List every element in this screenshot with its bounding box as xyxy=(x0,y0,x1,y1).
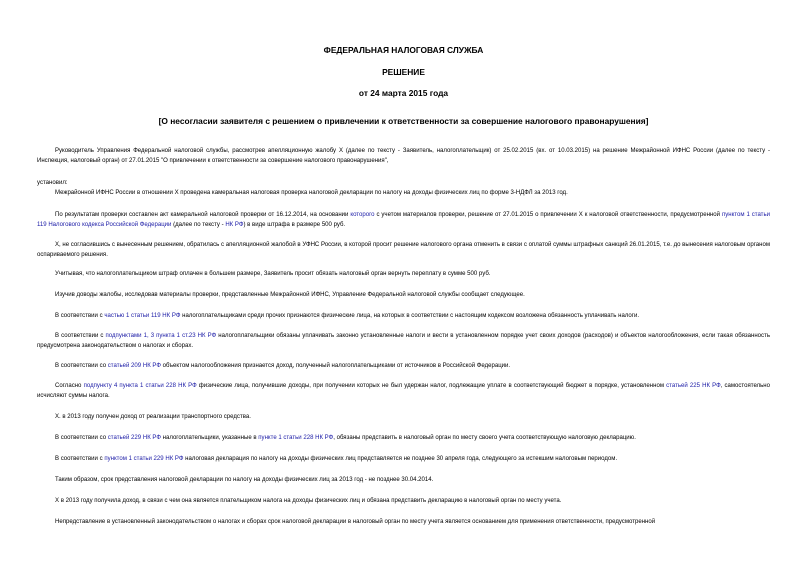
paragraph-review: Изучив доводы жалобы, исследовав материалы проверки, представленные Межрайонной ИФНС, Управление Федеральной налоговой службы сообщает следующее. xyxy=(55,292,525,298)
law-link[interactable]: статьей 225 НК РФ xyxy=(666,383,721,389)
text-segment: В соответствии с xyxy=(55,333,106,339)
paragraph-declaration-duty xyxy=(37,433,770,443)
text-segment: , самостоятельно исчисляют суммы налога. xyxy=(37,383,771,399)
law-link[interactable]: статьей 209 НК РФ xyxy=(107,363,161,369)
text-segment: налогоплательщики обязаны уплачивать законно установленные налоги и вести в установленном порядке учет своих доходов (расходов) и объектов налогообложения, если такая обязанность предусмотрена законодательством о налогах и сборах. xyxy=(37,333,770,349)
text-segment: налогоплательщиками среди прочих признаются физические лица, на которых в соответствии с настоящим кодексом возложена обязанность уплачивать налоги. xyxy=(180,313,640,319)
paragraph-object xyxy=(37,361,770,371)
text-segment: физические лица, получившие доходы, при получении которых не был удержан налог, подлежащие уплате в соответствующий бюджет в порядке, установленном xyxy=(196,383,667,389)
paragraph-audit-results xyxy=(37,210,770,230)
document-date: от 24 марта 2015 года xyxy=(358,88,449,98)
paragraph-appeal: Х, не согласившись с вынесенным решением, обратилась с апелляционной жалобой в УФНС России, в которой просит решение налогового органа отменить в связи с оплатой суммы штрафных санкций 26.01.2015, т.е. до вынесения налоговым органом оспариваемого решения. xyxy=(37,242,770,258)
paragraph-term: Таким образом, срок представления налоговой декларации по налогу на доходы физических лиц за 2013 год - не позднее 30.04.2014. xyxy=(55,477,434,483)
law-link[interactable]: пунктом 1 статьи 119 Налогового кодекса Российской Федерации xyxy=(37,212,770,228)
agency-title: ФЕДЕРАЛЬНАЯ НАЛОГОВАЯ СЛУЖБА xyxy=(323,45,484,55)
text-segment: налоговая декларация по налогу на доходы физических лиц представляется не позднее 30 апреля года, следующего за истекшим налоговым периодом. xyxy=(183,456,618,462)
paragraph-established: установил: xyxy=(37,180,68,186)
paragraph-preamble: Руководитель Управления Федеральной налоговой службы, рассмотрев апелляционную жалобу Х (далее по тексту - Заявитель, налогоплательщик) от 25.02.2015 (вх. от 10.03.2015) на решение Межрайонной ИФНС России (далее по тексту - Инспекция, налоговый орган) от 27.01.2015 "О привлечении к ответственности за совершение налогового правонарушения", xyxy=(37,148,770,164)
text-segment: В соответствии со xyxy=(55,363,108,369)
document-subject: [О несогласии заявителя с решением о привлечении к ответственности за совершение налогового правонарушения] xyxy=(158,116,649,126)
law-link[interactable]: пунктом 1 статьи 229 НК РФ xyxy=(104,456,184,462)
law-link[interactable]: статьей 229 НК РФ xyxy=(107,435,161,441)
text-segment: Согласно xyxy=(55,383,84,389)
text-segment: ) в виде штрафа в размере 500 руб. xyxy=(243,222,346,228)
text-segment: (далее по тексту - xyxy=(171,222,226,228)
paragraph-refund: Учитывая, что налогоплательщиком штраф оплачен в большем размере, Заявитель просит обязать налоговый орган вернуть переплату в сумме 500 руб. xyxy=(55,271,491,277)
text-segment: В соответствии с xyxy=(55,456,105,462)
paragraph-liability: Непредставление в установленный законодательством о налогах и сборах срок налоговой декларации в налоговый орган по месту учета является основанием для применения ответственности, предусмотренной xyxy=(55,519,656,525)
paragraph-payer: Х в 2013 году получила доход, в связи с чем она является плательщиком налога на доходы физических лиц и обязана представить декларацию в налоговый орган по месту учета. xyxy=(55,498,562,504)
law-link[interactable]: подпункту 4 пункта 1 статьи 228 НК РФ xyxy=(83,383,197,389)
paragraph-taxpayers xyxy=(37,311,770,321)
text-segment: По результатам проверки составлен акт камеральной налоговой проверки от 16.12.2014, на основании xyxy=(55,212,351,218)
text-segment: объектом налогообложения признается доход, полученный налогоплательщиками от источников в Российской Федерации. xyxy=(160,363,511,369)
text-segment: с учетом материалов проверки, решение от 27.01.2015 о привлечении Х к налоговой ответственности, предусмотренной xyxy=(374,212,722,218)
paragraph-deadline xyxy=(37,454,770,464)
paragraph-self-calc xyxy=(37,381,770,401)
law-link[interactable]: частью 1 статьи 119 НК РФ xyxy=(104,313,181,319)
law-link[interactable]: подпунктами 1, 3 пункта 1 ст.23 НК РФ xyxy=(105,333,217,339)
law-link[interactable]: НК РФ xyxy=(225,222,244,228)
text-segment: В соответствии с xyxy=(55,313,105,319)
paragraph-income: Х. в 2013 году получен доход от реализации транспортного средства. xyxy=(55,414,251,420)
law-link[interactable]: пункте 1 статьи 228 НК РФ xyxy=(258,435,334,441)
paragraph-obligations xyxy=(37,331,770,351)
document-type: РЕШЕНИЕ xyxy=(382,67,425,77)
text-segment: , обязаны представить в налоговый орган по месту своего учета соответствующую налоговую декларацию. xyxy=(333,435,636,441)
text-segment: В соответствии со xyxy=(55,435,108,441)
paragraph-audit: Межрайонной ИФНС России в отношении Х проведена камеральная налоговая проверка налоговой декларации по налогу на доходы физических лиц по форме 3-НДФЛ за 2013 год. xyxy=(55,190,568,196)
text-segment: налогоплательщики, указанные в xyxy=(160,435,259,441)
law-link[interactable]: которого xyxy=(350,212,375,218)
